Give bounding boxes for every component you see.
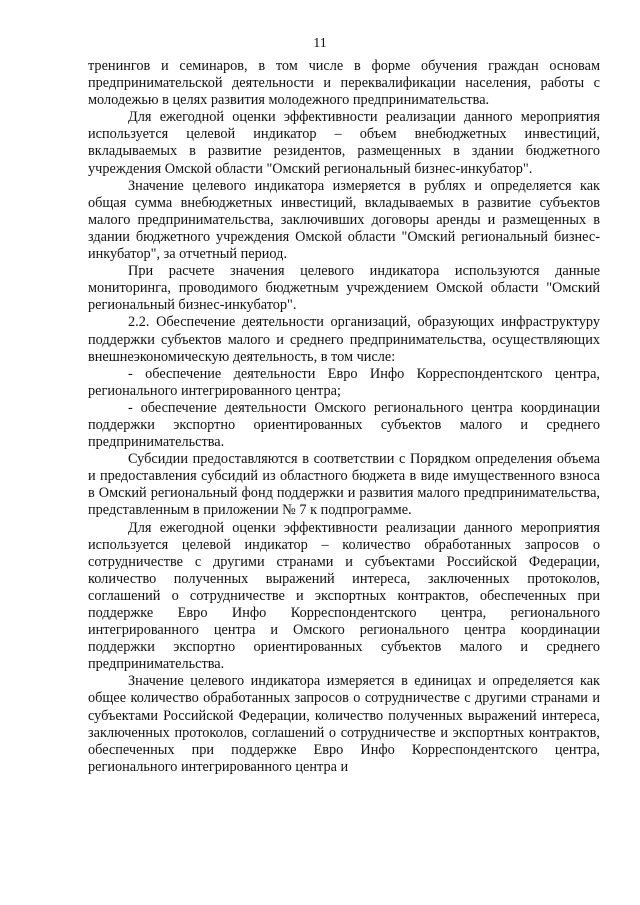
paragraph-indicator-measurement: Значение целевого индикатора измеряется в рублях и определяется как общая сумма внебюджетных инвестиций, вкладываемых в развитие субъектов малого предпринимательства, заключивших договоры аренды и размещенных в здании бюджетного учреждения Омской области "Омский региональный бизнес-инкубатор", за отчетный период.: [88, 177, 600, 263]
paragraph-continuation: тренингов и семинаров, в том числе в форме обучения граждан основам предпринимательской деятельности и переквалификации населения, работы с молодежью в целях развития молодежного предпринимательства.: [88, 58, 600, 109]
page-number: 11: [313, 36, 327, 51]
list-item-euro-info: - обеспечение деятельности Евро Инфо Корреспондентского центра, регионального интегрированного центра;: [88, 365, 600, 399]
document-body: [88, 58, 600, 776]
paragraph-indicator-investments: Для ежегодной оценки эффективности реализации данного мероприятия используется целевой индикатор – объем внебюджетных инвестиций, вкладываемых в развитие резидентов, размещенных в здании бюджетного учреждения Омской области "Омский региональный бизнес-инкубатор".: [88, 109, 600, 177]
paragraph-section-2-2: 2.2. Обеспечение деятельности организаций, образующих инфраструктуру поддержки субъектов малого и среднего предпринимательства, осуществляющих внешнеэкономическую деятельность, в том числе:: [88, 314, 600, 365]
paragraph-monitoring: При расчете значения целевого индикатора используются данные мониторинга, проводимого бюджетным учреждением Омской области "Омский региональный бизнес-инкубатор".: [88, 263, 600, 314]
paragraph-subsidies: Субсидии предоставляются в соответствии с Порядком определения объема и предоставления субсидий из областного бюджета в виде имущественного взноса в Омский региональный фонд поддержки и развития малого предпринимательства, представленным в приложении № 7 к подпрограмме.: [88, 451, 600, 519]
list-item-export-center: - обеспечение деятельности Омского регионального центра координации поддержки экспортно ориентированных субъектов малого и среднего предпринимательства.: [88, 399, 600, 451]
paragraph-indicator-requests: Для ежегодной оценки эффективности реализации данного мероприятия используется целевой индикатор – количество обработанных запросов о сотрудничестве с другими странами и субъектами Российской Федерации, количество полученных выражений интереса, заключенных протоколов, соглашений о сотрудничестве и экспортных контрактов, обеспеченных при поддержке Евро Инфо Корреспондентского центра, регионального интегрированного центра и Омского регионального центра координации поддержки экспортно ориентированных субъектов малого и среднего предпринимательства.: [88, 519, 600, 673]
paragraph-indicator-units: Значение целевого индикатора измеряется в единицах и определяется как общее количество обработанных запросов о сотрудничестве с другими странами и субъектами Российской Федерации, количество полученных выражений интереса, заключенных протоколов, соглашений о сотрудничестве и экспортных контрактов, обеспеченных при поддержке Евро Инфо Корреспондентского центра, регионального интегрированного центра и: [88, 673, 600, 775]
